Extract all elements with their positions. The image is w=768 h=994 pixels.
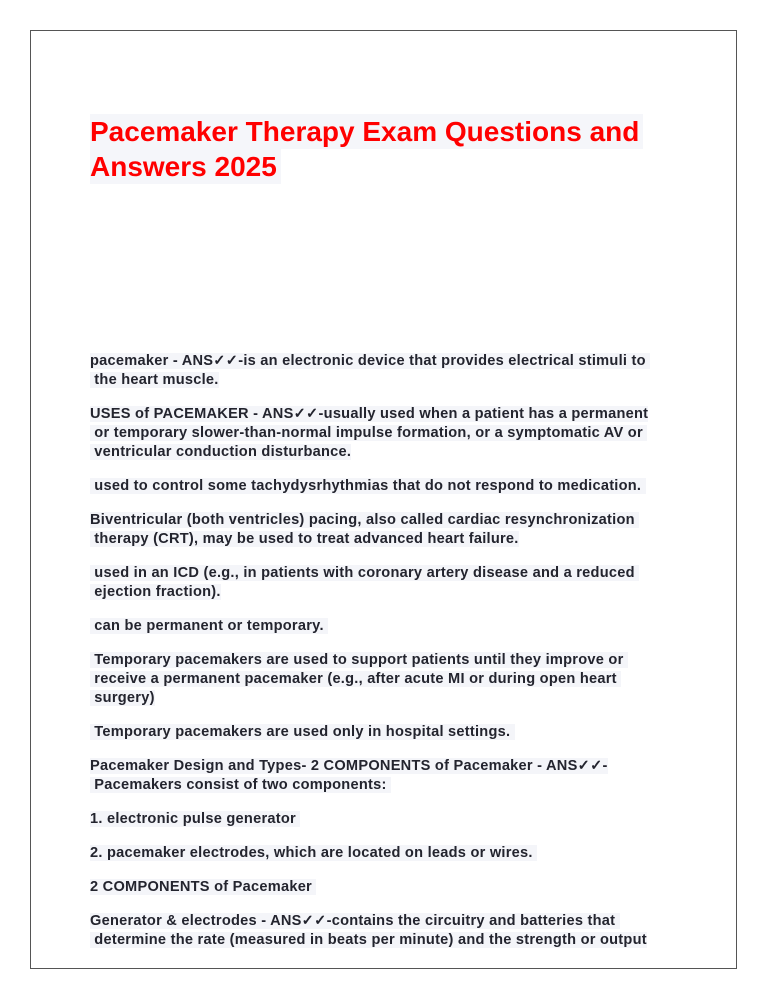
text-line	[90, 669, 710, 688]
text-line-content: therapy (CRT), may be used to treat advanced heart failure.	[90, 531, 519, 547]
qa-paragraph	[90, 809, 710, 828]
qa-paragraph	[90, 843, 710, 862]
text-line	[90, 911, 710, 930]
text-line	[90, 442, 710, 461]
qa-paragraph	[90, 650, 710, 707]
text-line-content: ventricular conduction disturbance.	[90, 444, 352, 460]
qa-paragraph	[90, 510, 710, 548]
text-line	[90, 809, 710, 828]
text-line	[90, 563, 710, 582]
document-body	[90, 351, 710, 964]
text-line	[90, 582, 710, 601]
text-line	[90, 404, 710, 423]
text-line-content: Temporary pacemakers are used to support patients until they improve or	[90, 652, 628, 668]
title-line: Pacemaker Therapy Exam Questions and	[90, 114, 643, 149]
text-line-content: surgery)	[90, 690, 155, 706]
qa-paragraph	[90, 476, 710, 495]
text-line	[90, 722, 710, 741]
text-line	[90, 351, 710, 370]
text-line-content: 2 COMPONENTS of Pacemaker	[90, 879, 317, 895]
text-line	[90, 688, 710, 707]
text-line	[90, 756, 710, 775]
qa-paragraph	[90, 911, 710, 949]
text-line	[90, 616, 710, 635]
qa-paragraph	[90, 563, 710, 601]
text-line-content: 2. pacemaker electrodes, which are located on leads or wires.	[90, 845, 538, 861]
text-line	[90, 529, 710, 548]
text-line-content: used to control some tachydysrhythmias that do not respond to medication.	[90, 478, 646, 494]
text-line-content: ejection fraction).	[90, 584, 221, 600]
text-line-content: 1. electronic pulse generator	[90, 811, 301, 827]
qa-paragraph	[90, 404, 710, 461]
text-line-content: determine the rate (measured in beats per minute) and the strength or output	[90, 932, 647, 948]
text-line-content: pacemaker - ANS✓✓-is an electronic device that provides electrical stimuli to	[90, 353, 651, 369]
text-line	[90, 476, 710, 495]
qa-paragraph	[90, 351, 710, 389]
text-line	[90, 370, 710, 389]
text-line-content: receive a permanent pacemaker (e.g., after acute MI or during open heart	[90, 671, 622, 687]
qa-paragraph	[90, 616, 710, 635]
text-line	[90, 930, 710, 949]
text-line-content: Generator & electrodes - ANS✓✓-contains the circuitry and batteries that	[90, 913, 620, 929]
text-line	[90, 775, 710, 794]
text-line	[90, 650, 710, 669]
text-line-content: the heart muscle.	[90, 372, 219, 388]
text-line-content: used in an ICD (e.g., in patients with coronary artery disease and a reduced	[90, 565, 640, 581]
text-line-content: Biventricular (both ventricles) pacing, also called cardiac resynchronization	[90, 512, 640, 528]
qa-paragraph	[90, 722, 710, 741]
text-line	[90, 510, 710, 529]
document-title	[90, 114, 643, 184]
text-line	[90, 423, 710, 442]
qa-paragraph	[90, 756, 710, 794]
title-line: Answers 2025	[90, 149, 281, 184]
text-line-content: USES of PACEMAKER - ANS✓✓-usually used when a patient has a permanent	[90, 406, 649, 422]
text-line-content: or temporary slower-than-normal impulse formation, or a symptomatic AV or	[90, 425, 648, 441]
text-line-content: Pacemaker Design and Types- 2 COMPONENTS of Pacemaker - ANS✓✓-	[90, 758, 608, 774]
text-line-content: can be permanent or temporary.	[90, 618, 329, 634]
text-line-content: Temporary pacemakers are used only in hospital settings.	[90, 724, 515, 740]
text-line	[90, 843, 710, 862]
text-line	[90, 877, 710, 896]
text-line-content: Pacemakers consist of two components:	[90, 777, 391, 793]
qa-paragraph	[90, 877, 710, 896]
